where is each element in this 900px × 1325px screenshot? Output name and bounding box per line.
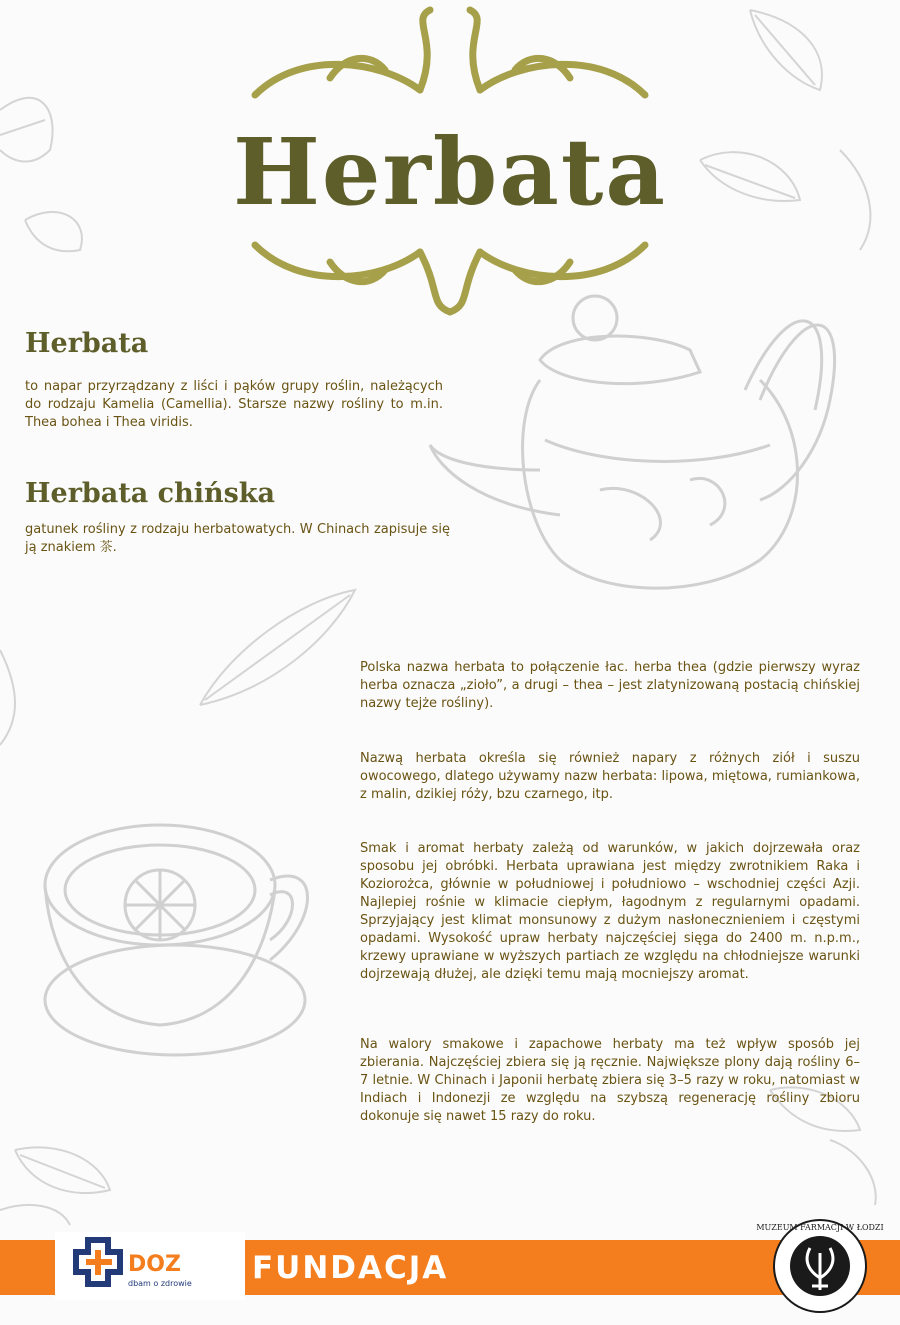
page-title: Herbata <box>233 118 667 226</box>
doz-logo-text: DOZ <box>128 1252 181 1277</box>
ornament-bottom <box>255 245 645 312</box>
seal-text: MUZEUM FARMACJI W ŁODZI <box>756 1223 884 1232</box>
section-heading-herbata-chinska: Herbata chińska <box>25 478 276 509</box>
paragraph-nazwa: Polska nazwa herbata to połączenie łac. herba thea (gdzie pierwszy wyraz herba oznacza „zioło”, a drugi – thea – jest zlatynizowaną postacią chińskiej nazwy tejże rośliny). <box>360 660 860 711</box>
paragraph-zbieranie: Na walory smakowe i zapachowe herbaty ma też wpływ sposób jej zbierania. Najczęściej zbiera się ją ręcznie. Największe plony dają rośliny 6–7 letnie. W Chinach i Japonii herbatę zbiera się 3–5 razy w roku, natomiast w Indiach i Indonezji ze względu na szybszą regenerację rośliny zbioru dokonuje się nawet 15 razy do roku. <box>360 1037 860 1124</box>
paragraph-smak: Smak i aromat herbaty zależą od warunków, w jakich dojrzewała oraz sposobu jej obróbki. Herbata uprawiana jest między zwrotnikiem Raka i Koziorożca, głównie w południowej i południowo – wschodniej części Azji. Najlepiej rośnie w klimacie ciepłym, łagodnym z regularnymi opadami. Sprzyjający jest klimat monsunowy z dużym nasłonecznieniem i częstymi opadami. Wysokość upraw herbaty najczęściej sięga do 2400 m. n.p.m., krzewy uprawiane w wyższych partiach ze względu na chłodniejsze warunki dojrzewają dłużej, ale dzięki temu mają mocniejszy aromat. <box>360 841 860 982</box>
section-text-herbata: to napar przyrządzany z liści i pąków grupy roślin, należących do rodzaju Kamelia (Camellia). Starsze nazwy rośliny to m.in. Thea bohea i Thea viridis. <box>25 379 443 430</box>
section-text-herbata-chinska: gatunek rośliny z rodzaju herbatowatych. W Chinach zapisuje się ją znakiem 茶. <box>25 522 450 555</box>
teapot-illustration <box>430 296 835 588</box>
museum-seal-logo <box>756 1218 884 1314</box>
cup-illustration <box>45 825 308 1055</box>
paragraph-napary: Nazwą herbata określa się również napary z różnych ziół i suszu owocowego, dlatego używamy nazw herbata: lipowa, miętowa, rumiankowa, z malin, dzikiej róży, bzu czarnego, itp. <box>360 751 860 802</box>
doz-tagline: dbam o zdrowie <box>128 1279 192 1288</box>
fundacja-label: FUNDACJA <box>252 1250 449 1286</box>
ornament-top <box>255 10 645 95</box>
section-heading-herbata: Herbata <box>25 328 149 359</box>
